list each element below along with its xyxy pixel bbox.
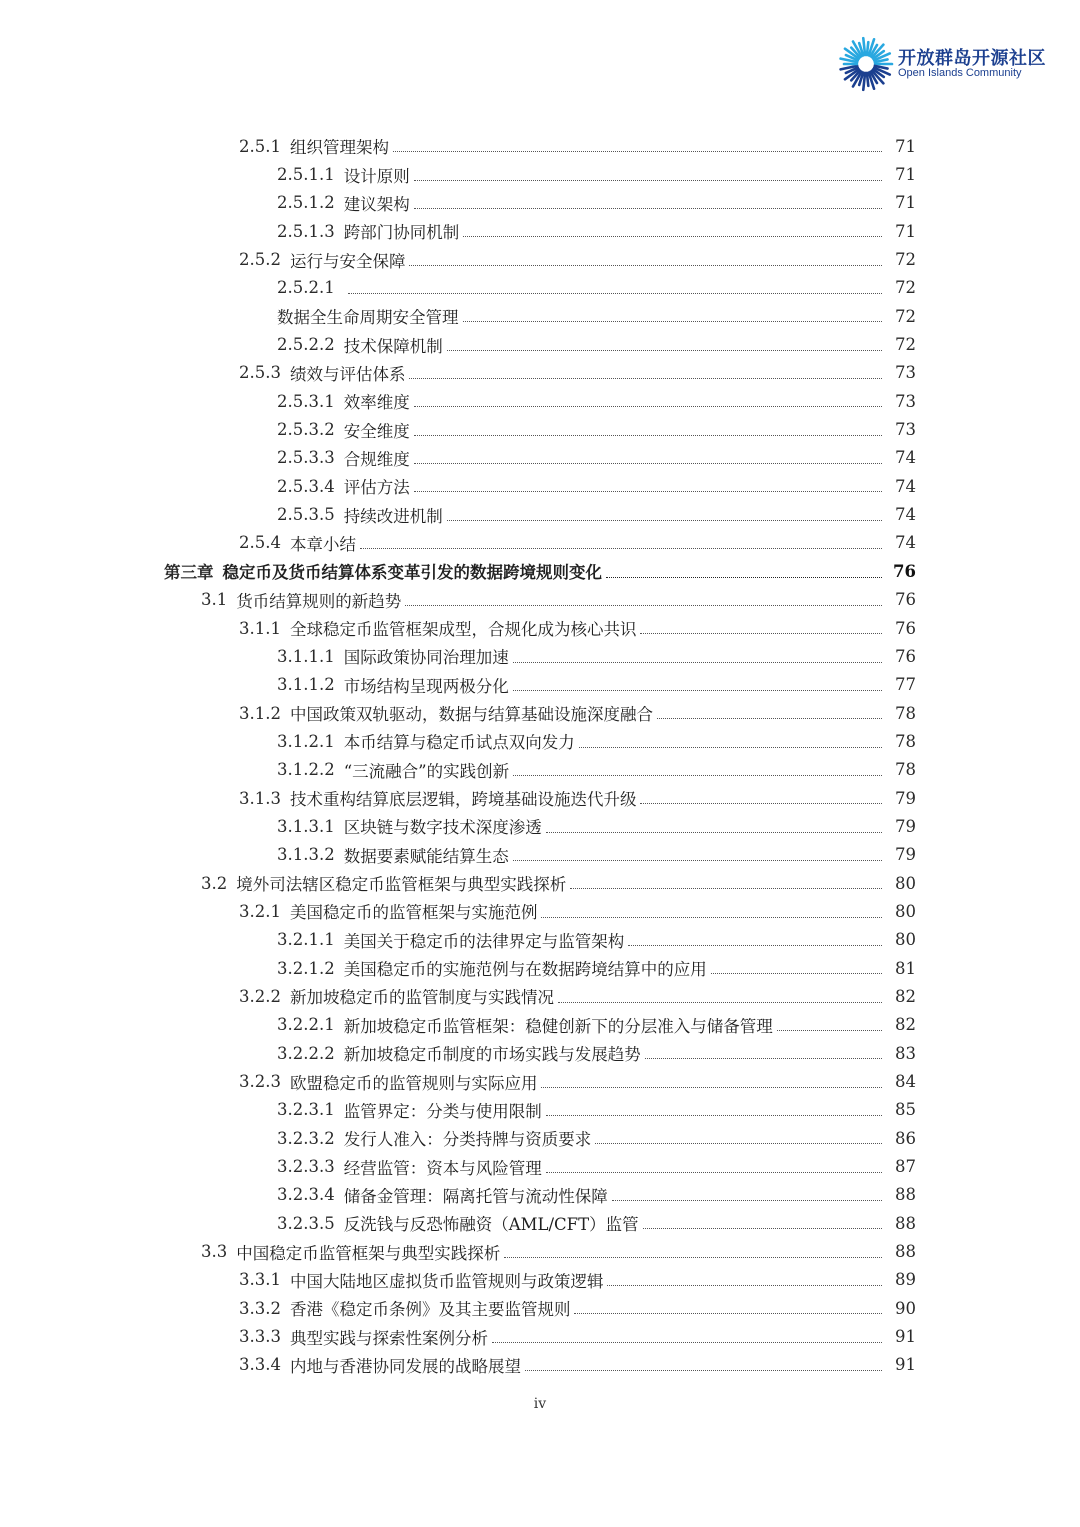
toc-entry-title: 绩效与评估体系 xyxy=(289,364,406,384)
toc-dot-leader xyxy=(414,179,882,181)
toc-entry[interactable] xyxy=(0,642,1080,670)
toc-entry[interactable] xyxy=(0,500,1080,528)
toc-dot-leader xyxy=(657,717,882,719)
toc-entry[interactable] xyxy=(0,1351,1080,1379)
toc-entry-title: 效率维度 xyxy=(343,393,410,413)
toc-entry-title: 中国大陆地区虚拟货币监管规则与政策逻辑 xyxy=(289,1271,604,1291)
toc-entry-number: 3.1.2.2 xyxy=(277,760,335,780)
toc-entry-number: 3.3.1 xyxy=(239,1270,281,1290)
toc-entry-title: 经营监管：资本与风险管理 xyxy=(343,1158,542,1178)
toc-entry[interactable] xyxy=(0,869,1080,897)
toc-entry-page: 74 xyxy=(895,533,916,553)
toc-dot-leader xyxy=(348,292,882,294)
toc-entry-title: 区块链与数字技术深度渗透 xyxy=(343,818,542,838)
toc-entry-number: 2.5.1.2 xyxy=(277,193,335,213)
toc-entry-number: 2.5.2 xyxy=(239,250,281,270)
toc-entry-page: 74 xyxy=(895,505,916,525)
toc-entry-page: 74 xyxy=(895,448,916,468)
toc-entry-page: 90 xyxy=(895,1298,916,1318)
toc-entry-title: 香港《稳定币条例》及其主要监管规则 xyxy=(289,1300,571,1320)
toc-dot-leader xyxy=(463,235,882,237)
toc-entry[interactable] xyxy=(0,926,1080,954)
toc-entry[interactable] xyxy=(0,671,1080,699)
toc-entry-page: 72 xyxy=(895,335,916,355)
toc-dot-leader xyxy=(393,150,882,152)
toc-entry-page: 71 xyxy=(895,221,916,241)
toc-entry[interactable] xyxy=(0,1152,1080,1180)
toc-entry-number: 3.1.3.1 xyxy=(277,816,335,836)
toc-entry-number: 3.1 xyxy=(201,590,228,610)
toc-entry-title: 合规维度 xyxy=(343,449,410,469)
toc-entry-title: 建议架构 xyxy=(343,194,410,214)
toc-dot-leader xyxy=(405,604,882,606)
toc-dot-leader xyxy=(414,405,882,407)
toc-entry-page: 71 xyxy=(895,136,916,156)
toc-entry[interactable] xyxy=(0,274,1080,302)
toc-entry-title: 全球稳定币监管框架成型，合规化成为核心共识 xyxy=(289,620,637,640)
toc-entry-number: 2.5.3.3 xyxy=(277,448,335,468)
toc-dot-leader xyxy=(513,859,882,861)
toc-entry-title: 内地与香港协同发展的战略展望 xyxy=(289,1356,521,1376)
toc-entry-title: 组织管理架构 xyxy=(289,138,389,158)
toc-entry-title: 安全维度 xyxy=(343,421,410,441)
sunburst-logo-icon xyxy=(838,36,894,92)
toc-dot-leader xyxy=(607,1284,882,1286)
toc-entry-page: 85 xyxy=(895,1100,916,1120)
toc-entry-page: 78 xyxy=(895,760,916,780)
toc-entry-page: 82 xyxy=(895,1015,916,1035)
toc-entry-title: 中国政策双轨驱动，数据与结算基础设施深度融合 xyxy=(289,705,653,725)
toc-entry-number: 3.1.2 xyxy=(239,703,281,723)
toc-dot-leader xyxy=(447,519,882,521)
toc-entry[interactable] xyxy=(0,954,1080,982)
toc-entry-title: 货币结算规则的新趋势 xyxy=(236,591,402,611)
toc-dot-leader xyxy=(570,887,882,889)
toc-entry-page: 71 xyxy=(895,165,916,185)
toc-entry-page: 91 xyxy=(895,1327,916,1347)
toc-entry-title: 技术重构结算底层逻辑，跨境基础设施迭代升级 xyxy=(289,790,637,810)
toc-entry[interactable] xyxy=(0,1322,1080,1350)
toc-entry-number: 3.1.1 xyxy=(239,618,281,638)
table-of-contents xyxy=(0,132,1080,1379)
toc-entry-title: 中国稳定币监管框架与典型实践探析 xyxy=(236,1243,501,1263)
toc-entry[interactable] xyxy=(0,1124,1080,1152)
toc-entry-title: 新加坡稳定币的监管制度与实践情况 xyxy=(289,988,554,1008)
toc-entry-title: 美国稳定币的实施范例与在数据跨境结算中的应用 xyxy=(343,960,707,980)
toc-dot-leader xyxy=(546,831,882,833)
toc-dot-leader xyxy=(546,1171,882,1173)
toc-entry-page: 73 xyxy=(895,363,916,383)
toc-entry-page: 88 xyxy=(895,1185,916,1205)
toc-entry-title: 设计原则 xyxy=(343,166,410,186)
toc-dot-leader xyxy=(414,462,882,464)
toc-dot-leader xyxy=(504,1256,882,1258)
toc-entry-number: 3.2.2.1 xyxy=(277,1015,335,1035)
toc-entry-page: 79 xyxy=(895,845,916,865)
toc-entry-page: 86 xyxy=(895,1128,916,1148)
toc-entry[interactable] xyxy=(0,784,1080,812)
toc-entry-number: 3.1.2.1 xyxy=(277,731,335,751)
toc-entry-page: 73 xyxy=(895,391,916,411)
toc-entry[interactable] xyxy=(0,415,1080,443)
toc-entry-page: 76 xyxy=(895,590,916,610)
page-number: iv xyxy=(533,1396,547,1412)
toc-entry-number: 3.3 xyxy=(201,1242,228,1262)
toc-dot-leader xyxy=(643,1227,882,1229)
toc-entry-title: 持续改进机制 xyxy=(343,506,443,526)
toc-entry-number: 2.5.1.1 xyxy=(277,165,335,185)
toc-dot-leader xyxy=(513,661,882,663)
toc-entry-title: 跨部门协同机制 xyxy=(343,223,460,243)
toc-entry-number: 3.2.3 xyxy=(239,1072,281,1092)
toc-entry-page: 88 xyxy=(895,1242,916,1262)
toc-dot-leader xyxy=(447,349,882,351)
toc-entry-title: 典型实践与探索性案例分析 xyxy=(289,1328,488,1348)
toc-entry-page: 80 xyxy=(895,873,916,893)
toc-dot-leader xyxy=(414,490,882,492)
toc-entry-number: 2.5.3.1 xyxy=(277,391,335,411)
header-logo xyxy=(838,36,1058,92)
toc-dot-leader xyxy=(409,264,882,266)
toc-dot-leader xyxy=(414,207,882,209)
toc-entry[interactable] xyxy=(0,982,1080,1010)
toc-entry-number: 3.1.3 xyxy=(239,788,281,808)
toc-dot-leader xyxy=(558,1001,882,1003)
toc-entry-page: 91 xyxy=(895,1355,916,1375)
toc-dot-leader xyxy=(612,1199,882,1201)
toc-entry-number: 2.5.3.5 xyxy=(277,505,335,525)
toc-entry-title: 美国关于稳定币的法律界定与监管架构 xyxy=(343,931,625,951)
toc-entry-number: 2.5.3.2 xyxy=(277,420,335,440)
toc-entry-number: 3.2 xyxy=(201,873,228,893)
toc-entry[interactable] xyxy=(0,444,1080,472)
toc-entry-title: 本币结算与稳定币试点双向发力 xyxy=(343,733,575,753)
toc-entry-number: 3.3.2 xyxy=(239,1298,281,1318)
toc-entry-number: 2.5.2.1 xyxy=(277,278,335,298)
toc-entry-page: 73 xyxy=(895,420,916,440)
toc-dot-leader xyxy=(492,1341,882,1343)
toc-entry[interactable] xyxy=(0,1096,1080,1124)
toc-entry-number: 第三章 xyxy=(164,563,214,583)
toc-entry-number: 2.5.3 xyxy=(239,363,281,383)
toc-entry-title: 运行与安全保障 xyxy=(289,251,406,271)
toc-entry-page: 83 xyxy=(895,1043,916,1063)
toc-entry-page: 74 xyxy=(895,476,916,496)
toc-entry[interactable] xyxy=(0,1237,1080,1265)
toc-entry[interactable] xyxy=(0,529,1080,557)
toc-entry[interactable] xyxy=(0,1067,1080,1095)
toc-entry-page: 78 xyxy=(895,703,916,723)
toc-entry-number: 3.2.1.2 xyxy=(277,958,335,978)
toc-entry-page: 72 xyxy=(895,278,916,298)
toc-dot-leader xyxy=(513,774,882,776)
toc-entry-title: 本章小结 xyxy=(289,534,356,554)
toc-entry-page: 76 xyxy=(895,618,916,638)
toc-dot-leader xyxy=(513,689,882,691)
toc-entry-number: 3.3.3 xyxy=(239,1327,281,1347)
toc-dot-leader xyxy=(579,746,882,748)
toc-entry[interactable] xyxy=(0,359,1080,387)
toc-entry-title: 数据全生命周期安全管理 xyxy=(277,308,459,328)
toc-entry-page: 80 xyxy=(895,930,916,950)
toc-entry[interactable] xyxy=(0,132,1080,160)
toc-entry-title: 新加坡稳定币监管框架：稳健创新下的分层准入与储备管理 xyxy=(343,1016,773,1036)
toc-entry-page: 79 xyxy=(895,788,916,808)
toc-entry[interactable] xyxy=(0,812,1080,840)
toc-entry-page: 78 xyxy=(895,731,916,751)
toc-entry-number: 2.5.1 xyxy=(239,136,281,156)
toc-entry-number: 3.2.1.1 xyxy=(277,930,335,950)
toc-entry-title: 国际政策协同治理加速 xyxy=(343,648,509,668)
toc-entry[interactable] xyxy=(0,1039,1080,1067)
toc-entry[interactable] xyxy=(0,586,1080,614)
toc-dot-leader xyxy=(414,434,882,436)
toc-entry-page: 89 xyxy=(895,1270,916,1290)
toc-entry-title: 评估方法 xyxy=(343,478,410,498)
toc-entry[interactable] xyxy=(0,160,1080,188)
toc-entry[interactable] xyxy=(0,189,1080,217)
toc-entry-title: 新加坡稳定币制度的市场实践与发展趋势 xyxy=(343,1045,641,1065)
toc-entry[interactable] xyxy=(0,1266,1080,1294)
toc-dot-leader xyxy=(640,632,882,634)
toc-dot-leader xyxy=(628,944,882,946)
toc-entry[interactable] xyxy=(0,1011,1080,1039)
toc-entry-number: 3.2.3.5 xyxy=(277,1213,335,1233)
toc-entry-page: 80 xyxy=(895,901,916,921)
toc-entry[interactable] xyxy=(0,217,1080,245)
toc-entry[interactable] xyxy=(0,614,1080,642)
toc-entry-page: 88 xyxy=(895,1213,916,1233)
toc-entry-title: 反洗钱与反恐怖融资（AML/CFT）监管 xyxy=(343,1215,639,1235)
toc-entry-number: 2.5.2.2 xyxy=(277,335,335,355)
toc-entry[interactable] xyxy=(0,727,1080,755)
toc-dot-leader xyxy=(595,1142,882,1144)
logo-english-name: Open Islands Community xyxy=(898,67,1022,79)
toc-entry[interactable] xyxy=(0,557,1080,585)
toc-entry[interactable] xyxy=(0,245,1080,273)
toc-entry-page: 87 xyxy=(895,1157,916,1177)
toc-entry-page: 76 xyxy=(895,646,916,666)
toc-dot-leader xyxy=(777,1029,882,1031)
toc-entry-number: 3.1.1.1 xyxy=(277,646,335,666)
toc-entry-number: 3.2.1 xyxy=(239,901,281,921)
toc-dot-leader xyxy=(711,972,882,974)
toc-entry-number: 3.2.3.1 xyxy=(277,1100,335,1120)
toc-entry-page: 77 xyxy=(895,675,916,695)
toc-entry[interactable] xyxy=(0,1181,1080,1209)
toc-entry[interactable] xyxy=(0,1294,1080,1322)
toc-entry-title: 境外司法辖区稳定币监管框架与典型实践探析 xyxy=(236,875,567,895)
toc-entry[interactable] xyxy=(0,699,1080,727)
toc-entry-page: 72 xyxy=(895,306,916,326)
toc-dot-leader xyxy=(546,1114,882,1116)
toc-entry-number: 2.5.1.3 xyxy=(277,221,335,241)
toc-entry-title: 美国稳定币的监管框架与实施范例 xyxy=(289,903,538,923)
toc-entry-page: 84 xyxy=(895,1072,916,1092)
toc-dot-leader xyxy=(574,1312,882,1314)
toc-entry-page: 82 xyxy=(895,986,916,1006)
logo-chinese-name: 开放群岛开源社区 xyxy=(898,48,1046,69)
toc-entry[interactable] xyxy=(0,387,1080,415)
toc-entry-number: 3.1.1.2 xyxy=(277,675,335,695)
toc-entry-title: 技术保障机制 xyxy=(343,336,443,356)
toc-entry[interactable] xyxy=(0,330,1080,358)
toc-entry[interactable] xyxy=(0,1209,1080,1237)
toc-entry-title: 市场结构呈现两极分化 xyxy=(343,676,509,696)
toc-entry-number: 3.2.2 xyxy=(239,986,281,1006)
toc-entry-number: 3.2.3.2 xyxy=(277,1128,335,1148)
toc-entry-title: 稳定币及货币结算体系变革引发的数据跨境规则变化 xyxy=(222,563,602,583)
toc-dot-leader xyxy=(463,320,883,322)
toc-entry[interactable] xyxy=(0,472,1080,500)
toc-entry[interactable] xyxy=(0,897,1080,925)
toc-dot-leader xyxy=(541,916,882,918)
toc-dot-leader xyxy=(606,576,882,578)
toc-entry-number: 2.5.3.4 xyxy=(277,476,335,496)
toc-entry-number: 3.2.2.2 xyxy=(277,1043,335,1063)
toc-entry-title: 监管界定：分类与使用限制 xyxy=(343,1101,542,1121)
toc-entry-title: 发行人准入：分类持牌与资质要求 xyxy=(343,1130,592,1150)
toc-entry-number: 3.1.3.2 xyxy=(277,845,335,865)
toc-entry-page: 81 xyxy=(895,958,916,978)
toc-entry-number: 3.3.4 xyxy=(239,1355,281,1375)
toc-entry-title: 储备金管理：隔离托管与流动性保障 xyxy=(343,1186,608,1206)
toc-entry-page: 79 xyxy=(895,816,916,836)
toc-entry-title: 欧盟稳定币的监管规则与实际应用 xyxy=(289,1073,538,1093)
toc-entry-title: 数据要素赋能结算生态 xyxy=(343,846,509,866)
toc-dot-leader xyxy=(645,1057,882,1059)
toc-entry[interactable] xyxy=(0,841,1080,869)
toc-dot-leader xyxy=(640,802,882,804)
toc-dot-leader xyxy=(409,377,882,379)
toc-entry-page: 72 xyxy=(895,250,916,270)
toc-entry-number: 2.5.4 xyxy=(239,533,281,553)
toc-entry-number: 3.2.3.3 xyxy=(277,1157,335,1177)
toc-entry-number: 3.2.3.4 xyxy=(277,1185,335,1205)
toc-dot-leader xyxy=(541,1086,882,1088)
toc-entry-page: 71 xyxy=(895,193,916,213)
toc-dot-leader xyxy=(360,547,882,549)
toc-entry[interactable] xyxy=(0,756,1080,784)
toc-dot-leader xyxy=(525,1369,882,1371)
toc-entry[interactable] xyxy=(0,302,1080,330)
toc-entry-page: 76 xyxy=(893,561,916,581)
toc-entry-title: “三流融合”的实践创新 xyxy=(343,761,510,781)
